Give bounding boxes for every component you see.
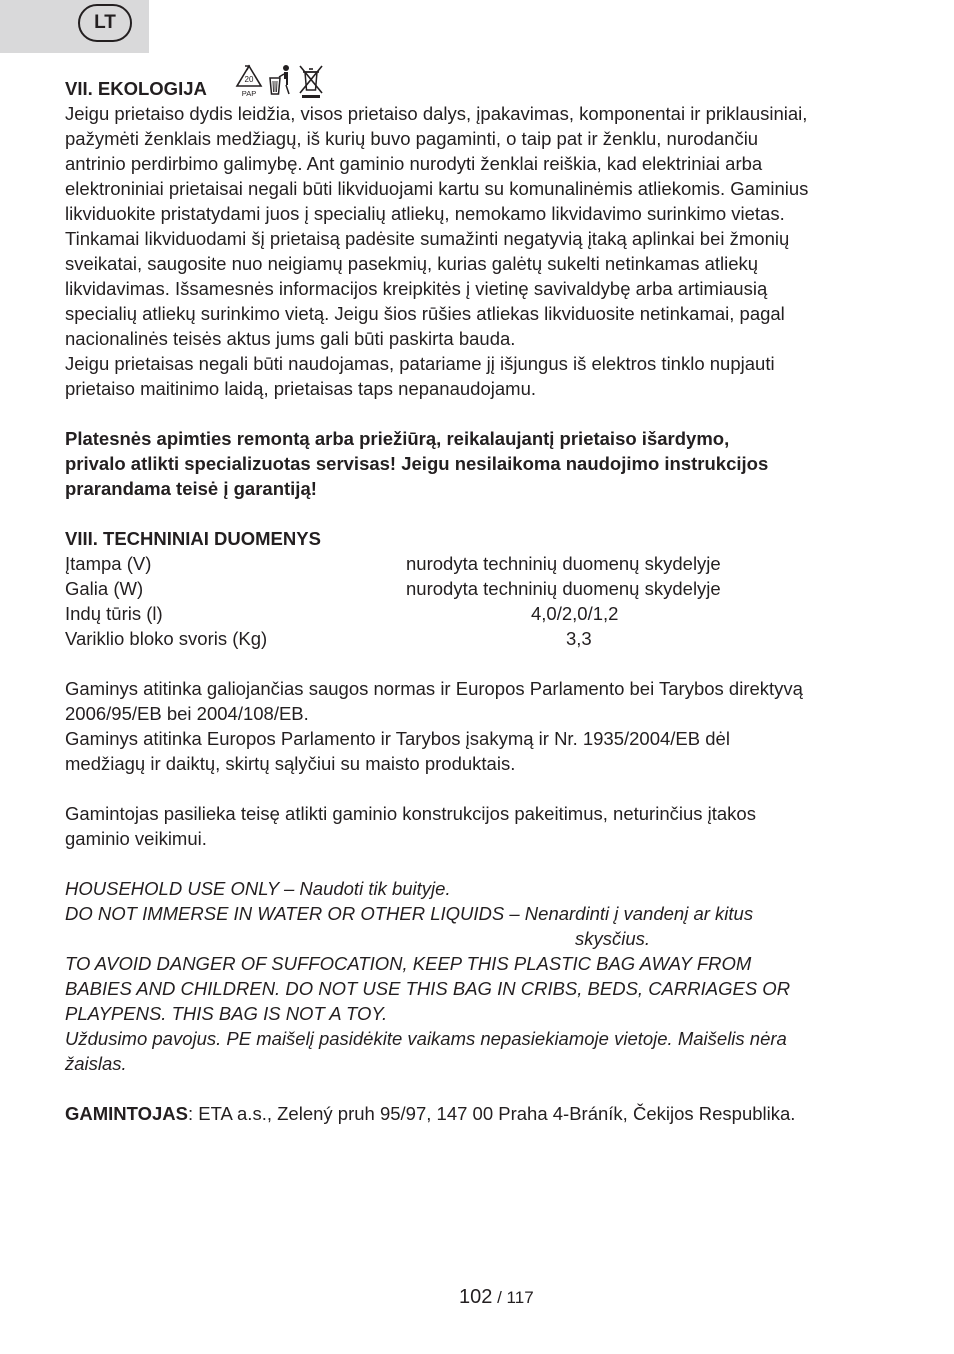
manufacturer-note: Gamintojas pasilieka teisę atlikti gaminio konstrukcijos pakeitimus, neturinčius įtakos gaminio veikimui. bbox=[65, 803, 756, 849]
language-tab bbox=[0, 0, 149, 53]
compliance-paragraph-2: Gaminys atitinka Europos Parlamento ir Tarybos įsakymą ir Nr. 1935/2004/EB dėl medžiagų ir daiktų, skirtų sąlyčiui su maisto produktais. bbox=[65, 728, 730, 774]
suffocation-warning-lt: Uždusimo pavojus. PE maišelį pasidėkite vaikams nepasiekiamoje vietoje. Maišelis nėra žaislas. bbox=[65, 1028, 787, 1074]
ecology-paragraph-2: Jeigu prietaisas negali būti naudojamas, patariame jį išjungus iš elektros tinklo nupjauti prietaiso maitinimo laidą, prietaisas taps nepanaudojamu. bbox=[65, 353, 775, 399]
tech-row-value: nurodyta techninių duomenų skydelyje bbox=[406, 578, 721, 599]
manufacturer-line bbox=[65, 1101, 905, 1126]
warning-paragraph: Platesnės apimties remontą arba priežiūrą, reikalaujantį prietaiso išardymo, privalo atlikti specializuotas servisas! Jeigu nesilaikoma naudojimo instrukcijos prarandama teisė į garantiją! bbox=[65, 428, 769, 499]
language-badge: LT bbox=[78, 4, 132, 42]
page-current: 102 bbox=[459, 1286, 493, 1308]
tech-heading: VIII. TECHNINIAI DUOMENYS bbox=[65, 528, 321, 549]
suffocation-warning-en: TO AVOID DANGER OF SUFFOCATION, KEEP THIS PLASTIC BAG AWAY FROM BABIES AND CHILDREN. DO NOT USE THIS BAG IN CRIBS, BEDS, CARRIAGES OR PLAYPENS. THIS BAG IS NOT A TOY. bbox=[65, 953, 791, 1024]
person-bin-icon bbox=[267, 63, 295, 99]
tech-row bbox=[65, 626, 905, 651]
tech-row-value: nurodyta techninių duomenų skydelyje bbox=[406, 553, 721, 574]
immerse-note: DO NOT IMMERSE IN WATER OR OTHER LIQUIDS – Nenardinti į vandenį ar kitus bbox=[65, 903, 754, 924]
manufacturer-label: GAMINTOJAS bbox=[65, 1103, 189, 1124]
page-number bbox=[459, 1286, 534, 1309]
page-total: / 117 bbox=[492, 1288, 534, 1307]
tech-row-value: 4,0/2,0/1,2 bbox=[531, 603, 619, 624]
tech-row-label: Galia (W) bbox=[65, 578, 144, 599]
crossed-bin-icon bbox=[297, 63, 325, 99]
ecology-paragraph-1: Jeigu prietaiso dydis leidžia, visos prietaiso dalys, įpakavimas, komponentai ir priklausiniai, pažymėti ženklais medžiagų, iš kurių buvo pagaminti, o taip pat ir ženklu, nurodančiu antrinio perdirbimo galimybę. Ant gaminio nurodyti ženklai reiškia, kad elektriniai arba elektroniniai prietaisai negali būti likviduojami kartu su komunalinėmis atliekomis. Gaminius likviduokite pristatydami juos į specialių atliekų, nemokamo likvidavimo surinkimo vietas. Tinkamai likviduodami šį prietaisą padėsite sumažinti negatyvią įtaką aplinkai bei žmonių sveikatai, saugosite nuo neigiamų pasekmių, kurias galėtų sukelti netinkamas atliekų likvidavimas. Išsamesnės informacijos kreipkitės į vietinę savivaldybę arba artimiausią specialių atliekų surinkimo vietą. Jeigu šios rūšies atliekas likviduosite netinkamai, pagal nacionalinės teisės aktus jums gali būti paskirta bauda. bbox=[65, 103, 809, 349]
household-note: HOUSEHOLD USE ONLY – Naudoti tik buityje. bbox=[65, 878, 451, 899]
ecology-heading: VII. EKOLOGIJA bbox=[65, 78, 207, 99]
document-body bbox=[65, 76, 905, 1126]
tech-row bbox=[65, 576, 905, 601]
recycle-pap-20-icon bbox=[233, 63, 265, 99]
tech-row-label: Variklio bloko svoris (Kg) bbox=[65, 628, 268, 649]
recycle-material-label: PAP bbox=[241, 89, 257, 98]
ecology-heading-line bbox=[65, 76, 905, 101]
tech-row-label: Indų tūris (l) bbox=[65, 603, 163, 624]
compliance-paragraph-1: Gaminys atitinka galiojančias saugos normas ir Europos Parlamento bei Tarybos direktyvą 2006/95/EB bei 2004/108/EB. bbox=[65, 678, 803, 724]
tech-row bbox=[65, 551, 905, 576]
recycle-code-label: 20 bbox=[244, 75, 254, 84]
tech-row-value: 3,3 bbox=[566, 628, 592, 649]
tech-row-label: Įtampa (V) bbox=[65, 553, 152, 574]
tech-row bbox=[65, 601, 905, 626]
manufacturer-address: : ETA a.s., Zelený pruh 95/97, 147 00 Praha 4-Bráník, Čekijos Respublika. bbox=[188, 1103, 796, 1124]
ecology-icons bbox=[233, 63, 325, 99]
immerse-note-continued: skysčius. bbox=[575, 928, 651, 949]
